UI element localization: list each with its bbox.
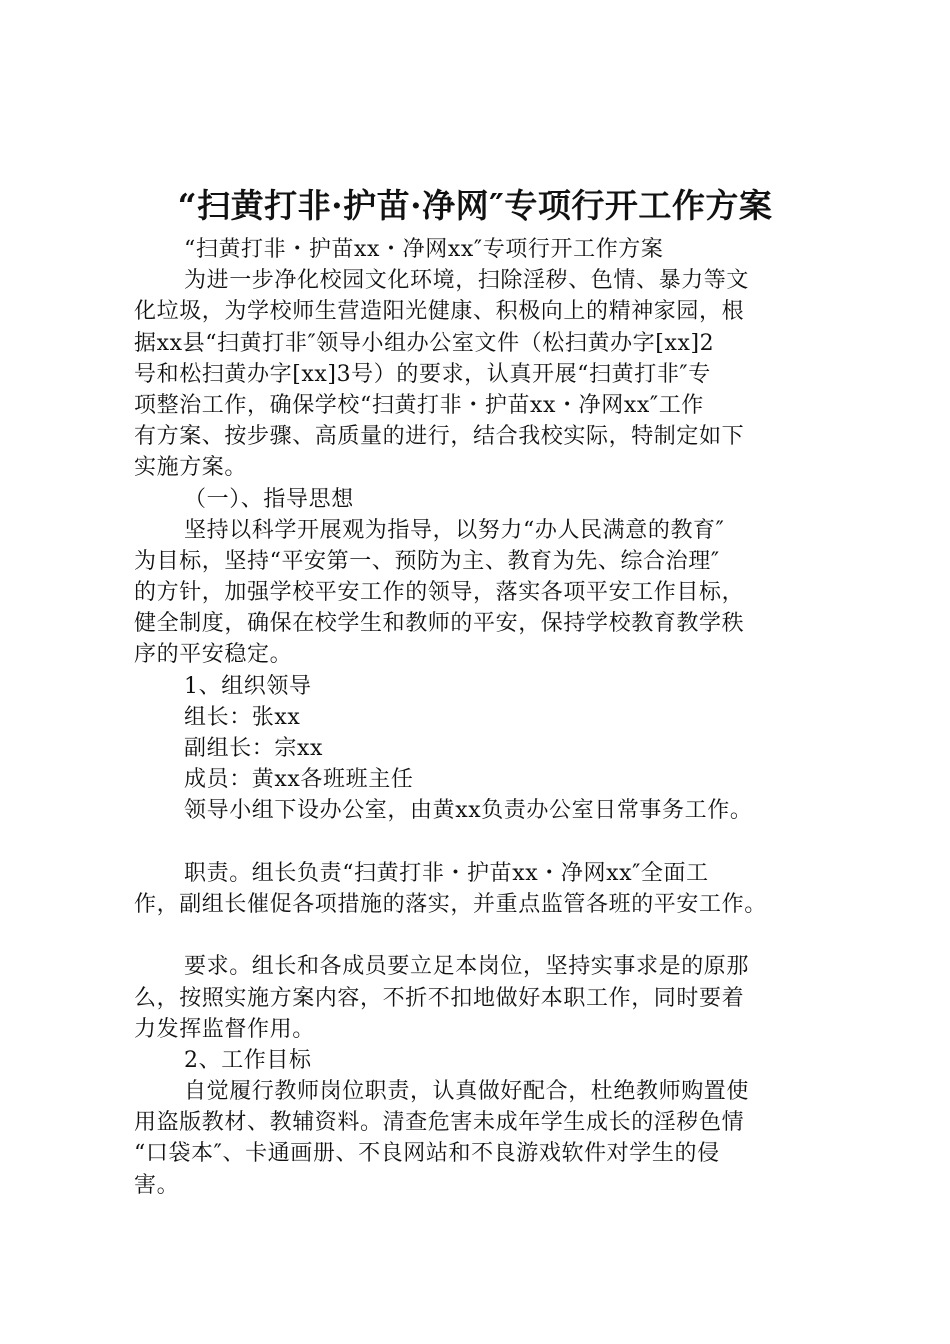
paragraph-line: 为进一步净化校园文化环境，扫除淫秽、色情、暴力等文 — [184, 268, 750, 294]
list-item: 副组长：宗xx — [184, 736, 324, 761]
paragraph-line: 健全制度，确保在校学生和教师的平安，保持学校教育教学秩 — [134, 611, 745, 637]
paragraph-gap — [134, 827, 832, 858]
paragraph-line: 职责。组长负责“扫黄打非・护苗xx・净网xx″全面工 — [184, 860, 709, 886]
paragraph-gap — [134, 920, 832, 951]
subtitle-line: “扫黄打非・护苗xx・净网xx″专项行开工作方案 — [184, 237, 664, 262]
paragraph-line: 力发挥监督作用。 — [134, 1016, 315, 1042]
paragraph-line: 的方针，加强学校平安工作的领导，落实各项平安工作目标， — [134, 580, 745, 606]
paragraph-line: 化垃圾，为学校师生营造阳光健康、积极向上的精神家园，根 — [134, 299, 745, 325]
paragraph-line: 实施方案。 — [134, 455, 248, 481]
paragraph-line: 据xx县“扫黄打非″领导小组办公室文件（松扫黄办字[xx]2 — [134, 330, 715, 356]
paragraph-line: 序的平安稳定。 — [134, 642, 293, 668]
list-item: 组长：张xx — [184, 704, 301, 730]
paragraph-line: “口袋本″、卡通画册、不良网站和不良游戏软件对学生的侵 — [134, 1141, 720, 1167]
paragraph-line: 有方案、按步骤、高质量的进行，结合我校实际，特制定如下 — [134, 424, 745, 450]
paragraph-line: 用盗版教材、教辅资料。清查危害未成年学生成长的淫秽色情 — [134, 1110, 745, 1136]
paragraph-line: 作，副组长催促各项措施的落实，并重点监管各班的平安工作。 — [134, 891, 767, 917]
document-title: “扫黄打非·护苗·净网″专项行开工作方案 — [177, 186, 773, 225]
list-item: 成员：黄xx各班班主任 — [184, 767, 414, 793]
paragraph-line: 号和松扫黄办字[xx]3号）的要求，认真开展“扫黄打非″专 — [134, 361, 711, 387]
paragraph-line: 自觉履行教师岗位职责，认真做好配合，杜绝教师购置使 — [184, 1079, 750, 1105]
section-heading: 2、工作目标 — [184, 1047, 312, 1073]
document-body — [134, 234, 832, 1201]
paragraph-line: 坚持以科学开展观为指导，以努力“办人民满意的教育″ — [184, 517, 725, 543]
paragraph-line: 害。 — [134, 1172, 180, 1198]
section-heading: 1、组织领导 — [184, 673, 312, 699]
paragraph-line: 要求。组长和各成员要立足本岗位，坚持实事求是的原那 — [184, 954, 750, 980]
paragraph-line: 么，按照实施方案内容，不折不扣地做好本职工作，同时要着 — [134, 985, 745, 1011]
paragraph-line: 领导小组下设办公室，由黄xx负责办公室日常事务工作。 — [184, 798, 753, 824]
paragraph-line: 项整治工作，确保学校“扫黄打非・护苗xx・净网xx″工作 — [134, 392, 704, 418]
paragraph-line: 为目标，坚持“平安第一、预防为主、教育为先、综合治理″ — [134, 548, 720, 574]
section-heading: （一）、指导思想 — [184, 486, 354, 512]
